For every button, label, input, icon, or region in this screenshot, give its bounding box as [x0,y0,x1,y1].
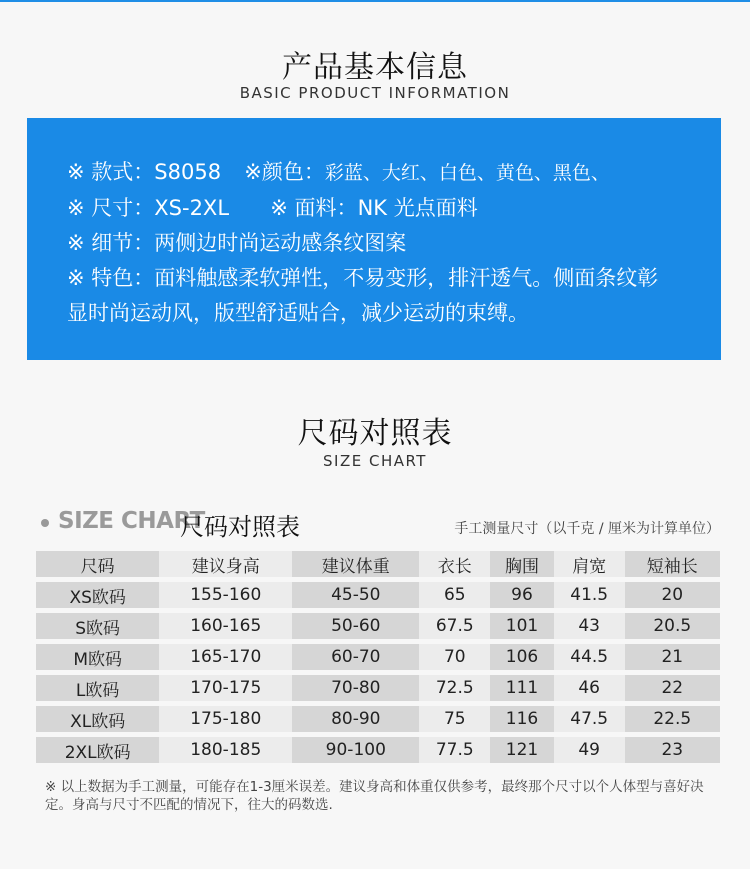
table-cell: 170-175 [159,675,292,701]
table-header-cell: 建议体重 [292,551,419,577]
detail-label: ※ 细节： [67,231,155,255]
table-row [36,644,720,670]
table-row [36,706,720,732]
table-cell: 70 [419,644,490,670]
table-cell: 180-185 [159,737,292,763]
size-table [36,546,720,768]
table-cell: 65 [419,582,490,608]
product-info-subtitle: BASIC PRODUCT INFORMATION [239,84,511,102]
product-info-panel [27,118,721,360]
detail-value: 两侧边时尚运动感条纹图案 [154,231,407,255]
table-header-cell: 短袖长 [625,551,720,577]
table-cell: 22 [625,675,720,701]
fabric-value: NK 光点面料 [357,196,478,220]
style-value: S8058 [154,160,222,184]
table-header-cell: 衣长 [419,551,490,577]
table-cell: 23 [625,737,720,763]
table-cell: 121 [490,737,554,763]
size-chart-brand: SIZE CHART [58,508,205,534]
table-cell: 20 [625,582,720,608]
top-accent-line [0,0,750,2]
color-label: ※颜色： [244,160,325,184]
table-cell: 111 [490,675,554,701]
table-cell: 160-165 [159,613,292,639]
size-value: XS-2XL [154,196,230,220]
table-cell: XL欧码 [36,706,159,732]
unit-note: 手工测量尺寸（以千克 / 厘米为计算单位） [454,521,720,537]
table-cell: 165-170 [159,644,292,670]
style-label: ※ 款式： [67,160,155,184]
product-info-title: 产品基本信息 [282,50,468,85]
table-header-cell: 胸围 [490,551,554,577]
size-fabric-line [67,192,478,222]
table-cell: 155-160 [159,582,292,608]
table-cell: 2XL欧码 [36,737,159,763]
table-row [36,737,720,763]
table-cell: 90-100 [292,737,419,763]
table-cell: 77.5 [419,737,490,763]
style-color-line [67,156,610,186]
feature-line-2: 显时尚运动风，版型舒适贴合，减少运动的束缚。 [67,301,529,325]
table-cell: 70-80 [292,675,419,701]
table-cell: 21 [625,644,720,670]
size-chart-title-cn: 尺码对照表 [180,513,300,541]
table-cell: 80-90 [292,706,419,732]
table-cell: M欧码 [36,644,159,670]
table-cell: 49 [554,737,625,763]
table-cell: 60-70 [292,644,419,670]
chart-header [38,508,728,541]
color-value: 彩蓝、大红、白色、黄色、黑色、 [324,162,610,184]
size-label: ※ 尺寸： [67,196,155,220]
table-cell: 22.5 [625,706,720,732]
table-cell: 101 [490,613,554,639]
table-cell: 72.5 [419,675,490,701]
table-header-cell: 肩宽 [554,551,625,577]
table-row [36,582,720,608]
table-cell: 50-60 [292,613,419,639]
size-chart-subtitle: SIZE CHART [323,452,427,470]
table-cell: 116 [490,706,554,732]
table-cell: 67.5 [419,613,490,639]
table-cell: 106 [490,644,554,670]
fabric-label: ※ 面料： [270,196,358,220]
size-chart-title: 尺码对照表 [297,416,453,451]
table-cell: S欧码 [36,613,159,639]
table-cell: XS欧码 [36,582,159,608]
table-header-cell: 建议身高 [159,551,292,577]
table-cell: 43 [554,613,625,639]
table-cell: 46 [554,675,625,701]
table-header-cell: 尺码 [36,551,159,577]
table-cell: 75 [419,706,490,732]
footnote: ※ 以上数据为手工测量，可能存在1-3厘米误差。建议身高和体重仅供参考，最终那个尺寸以个人体型与喜好决定。身高与尺寸不匹配的情况下，往大的码数选. [45,779,704,813]
table-cell: L欧码 [36,675,159,701]
table-row [36,613,720,639]
table-header-row [36,551,720,577]
detail-line [67,227,406,257]
table-row [36,675,720,701]
table-cell: 41.5 [554,582,625,608]
table-cell: 175-180 [159,706,292,732]
table-cell: 20.5 [625,613,720,639]
table-cell: 44.5 [554,644,625,670]
table-cell: 47.5 [554,706,625,732]
table-cell: 45-50 [292,582,419,608]
feature-line-1: ※ 特色：面料触感柔软弹性，不易变形，排汗透气。侧面条纹彰 [67,266,659,290]
bullet-icon [41,519,49,527]
table-cell: 96 [490,582,554,608]
